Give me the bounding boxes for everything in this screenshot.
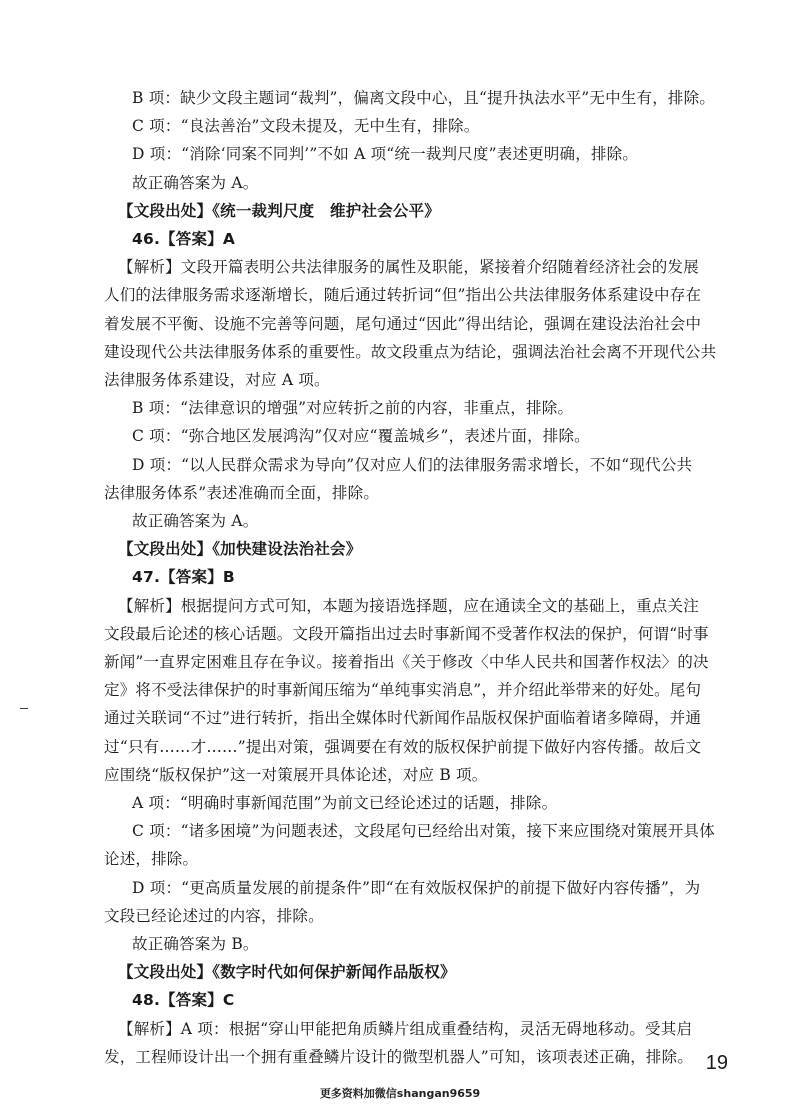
text-line: 故正确答案为 A。 <box>132 512 259 530</box>
text-line: 人们的法律服务需求逐渐增长，随后通过转折词“但”指出公共法律服务体系建设中存在 <box>104 286 702 305</box>
text-line: 过“只有……才……”提出对策，强调要在有效的版权保护前提下做好内容传播。故后文 <box>104 737 702 756</box>
text-line: 建设现代公共法律服务体系的重要性。故文段重点为结论，强调法治社会离不开现代公共 <box>104 342 717 361</box>
footer-note: 更多资料加微信shangan9659 <box>319 1087 481 1100</box>
text-line: 故正确答案为 A。 <box>132 173 259 192</box>
text-line: B 项：“法律意识的增强”对应转折之前的内容，非重点，排除。 <box>132 399 574 418</box>
answer-heading: 48.【答案】C <box>132 991 235 1010</box>
source-heading: 【文段出处】《加快建设法治社会》 <box>118 540 362 559</box>
answer-heading: 47.【答案】B <box>132 568 235 587</box>
text-line: 新闻”一直界定困难且存在争议。接着指出《关于修改〈中华人民共和国著作权法〉的决 <box>104 653 709 671</box>
margin-mark <box>20 708 28 709</box>
text-line: 着发展不平衡、设施不完善等问题，尾句通过“因此”得出结论，强调在建设法治社会中 <box>104 314 702 333</box>
text-line: C 项：“良法善治”文段未提及，无中生有，排除。 <box>132 117 480 136</box>
text-line: 故正确答案为 B。 <box>132 935 259 953</box>
text-line: 论述，排除。 <box>104 850 199 869</box>
answer-heading: 46.【答案】A <box>132 230 236 248</box>
text-line: 法律服务体系”表述准确而全面，排除。 <box>104 483 380 502</box>
text-line: 【解析】根据提问方式可知，本题为接语选择题，应在通读全文的基础上，重点关注 <box>118 596 699 615</box>
source-heading: 【文段出处】《数字时代如何保护新闻作品版权》 <box>118 963 456 982</box>
text-line: 应围绕“版权保护”这一对策展开具体论述，对应 B 项。 <box>104 765 488 784</box>
text-line: D 项：“更高质量发展的前提条件”即“在有效版权保护的前提下做好内容传播”，为 <box>132 878 701 897</box>
text-line: A 项：“明确时事新闻范围”为前文已经论述过的话题，排除。 <box>132 794 558 812</box>
text-line: B 项：缺少文段主题词“裁判”，偏离文段中心，且“提升执法水平”无中生有，排除。 <box>132 89 716 107</box>
text-line: C 项：“诸多困境”为问题表述，文段尾句已经给出对策，接下来应围绕对策展开具体 <box>132 822 715 841</box>
source-heading: 【文段出处】《统一裁判尺度 维护社会公平》 <box>118 201 440 220</box>
text-line: 发，工程师设计出一个拥有重叠鳞片设计的微型机器人”可知，该项表述正确，排除。 <box>104 1047 694 1066</box>
text-line: D 项：“以人民群众需求为导向”仅对应人们的法律服务需求增长，不如“现代公共 <box>132 455 693 474</box>
text-line: 【解析】文段开篇表明公共法律服务的属性及职能，紧接着介绍随着经济社会的发展 <box>118 258 699 277</box>
text-line: 【解析】A 项：根据“穿山甲能把角质鳞片组成重叠结构，灵活无碍地移动。受其启 <box>118 1019 693 1038</box>
text-line: 文段已经论述过的内容，排除。 <box>104 906 324 925</box>
page-number: 19 <box>705 1052 728 1074</box>
text-line: C 项：“弥合地区发展鸿沟”仅对应“覆盖城乡”，表述片面，排除。 <box>132 427 590 446</box>
text-line: 定》将不受法律保护的时事新闻压缩为“单纯事实消息”，并介绍此举带来的好处。尾句 <box>104 681 702 700</box>
text-line: 法律服务体系建设，对应 A 项。 <box>104 371 330 389</box>
text-line: 文段最后论述的核心话题。文段开篇指出过去时事新闻不受著作权法的保护，何谓“时事 <box>104 624 709 643</box>
text-line: D 项：“消除‘同案不同判’”不如 A 项“统一裁判尺度”表述更明确，排除。 <box>132 145 639 164</box>
text-line: 通过关联词“不过”进行转折，指出全媒体时代新闻作品版权保护面临着诸多障碍，并通 <box>104 709 702 728</box>
